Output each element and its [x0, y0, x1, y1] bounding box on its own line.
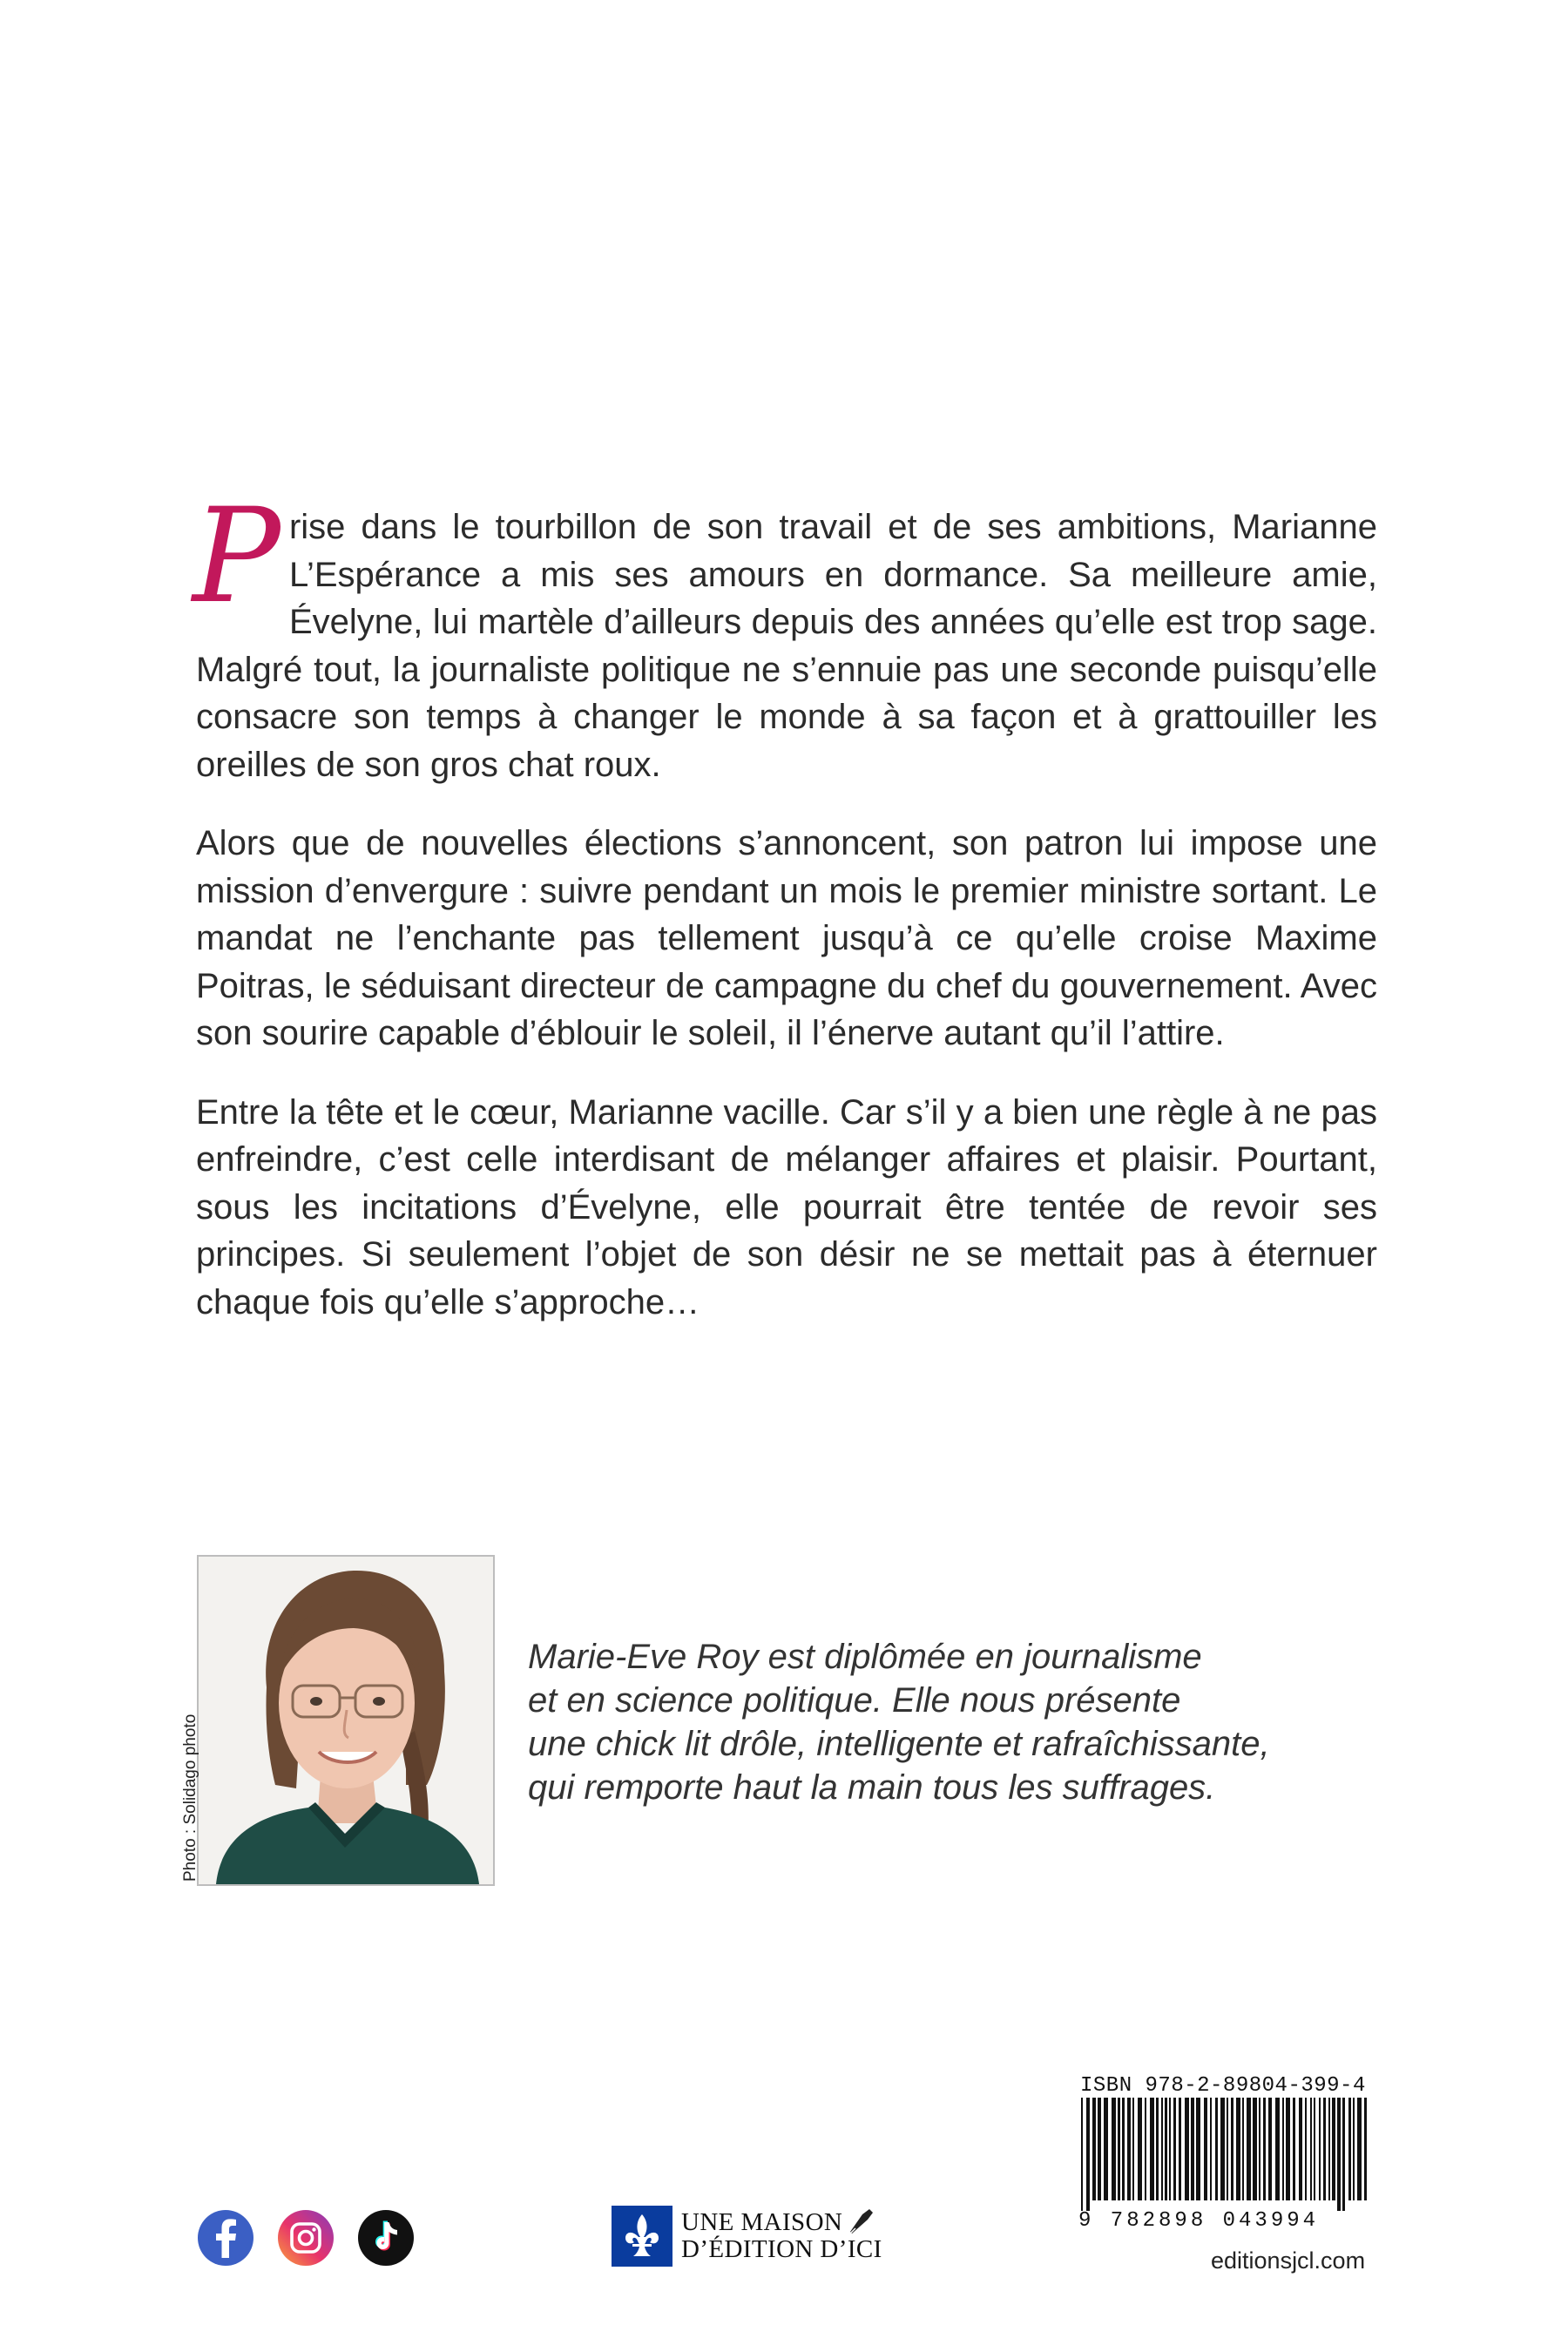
author-bio-line: qui remporte haut la main tous les suffrages.	[528, 1768, 1216, 1807]
drop-cap: P	[193, 481, 280, 632]
book-blurb	[193, 481, 1377, 1326]
facebook-icon[interactable]	[197, 2209, 254, 2267]
fountain-pen-icon	[847, 2206, 876, 2237]
blurb-paragraph-3: Entre la tête et le cœur, Marianne vacille. Car s’il y a bien une règle à ne pas enfreindre, c’est celle interdisant de mélanger affaires et plaisir. Pourtant, sous les incitations d’Évelyne, elle pourrait être tentée de revoir ses principes. Si seulement l’objet de son désir ne se mettait pas à éternuer chaque fois qu’elle s’approche…	[196, 1092, 1377, 1321]
author-bio-line: une chick lit drôle, intelligente et rafraîchissante,	[528, 1725, 1270, 1763]
barcode-icon	[1078, 2098, 1374, 2211]
author-photo	[197, 1555, 495, 1886]
barcode-digits: 9 782898 043994	[1078, 2209, 1320, 2233]
fleur-de-lis-icon	[612, 2206, 672, 2267]
tiktok-icon[interactable]	[357, 2209, 415, 2267]
publisher-line-2: D’ÉDITION D’ICI	[681, 2235, 882, 2263]
instagram-icon[interactable]	[277, 2209, 335, 2267]
publisher-line-1: UNE MAISON	[681, 2208, 843, 2236]
author-bio	[528, 1635, 1364, 1809]
author-portrait-image	[199, 1557, 493, 1884]
blurb-paragraph-1	[193, 481, 1377, 788]
photo-credit: Photo : Solidago photo	[181, 1713, 199, 1882]
author-bio-line: Marie-Eve Roy est diplômée en journalisme	[528, 1638, 1202, 1676]
publisher-logo	[612, 2206, 890, 2267]
author-bio-line: et en science politique. Elle nous présente	[528, 1681, 1181, 1720]
isbn-label: ISBN 978-2-89804-399-4	[1080, 2074, 1366, 2098]
publisher-website[interactable]: editionsjcl.com	[1211, 2247, 1366, 2274]
blurb-paragraph-2: Alors que de nouvelles élections s’annoncent, son patron lui impose une mission d’envergure : suivre pendant un mois le premier ministre sortant. Le mandat ne l’enchante pas tellement jusqu’à ce qu’elle croise Maxime Poitras, le séduisant directeur de campagne du chef du gouvernement. Avec son sourire capable d’éblouir le soleil, il l’énerve autant qu’il l’attire.	[196, 824, 1377, 1052]
blurb-paragraph-1-text: rise dans le tourbillon de son travail et de ses ambitions, Marianne L’Espérance a mis ses amours en dormance. Sa meilleure amie, Évelyne, lui martèle d’ailleurs depuis des années qu’elle est trop sage. Malgré tout, la journaliste politique ne s’ennuie pas une seconde puisqu’elle consacre son temps à changer le monde à sa façon et à grattouiller les oreilles de son gros chat roux.	[196, 508, 1377, 784]
